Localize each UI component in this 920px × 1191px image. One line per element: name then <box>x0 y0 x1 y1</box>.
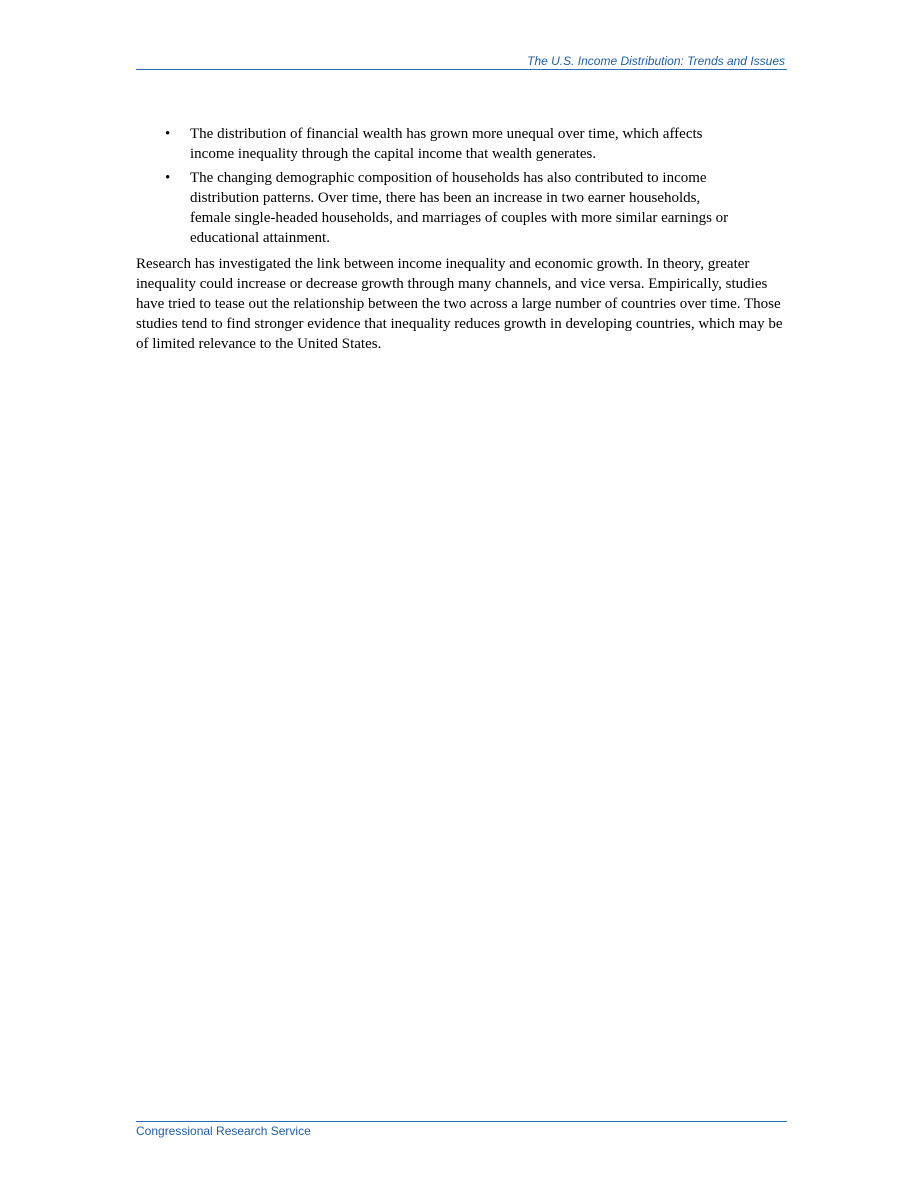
bullet-icon: • <box>165 170 171 186</box>
document-body <box>136 124 796 354</box>
bullet-list <box>136 124 796 248</box>
bullet-icon: • <box>165 126 171 142</box>
bullet-text: The distribution of financial wealth has grown more unequal over time, which affects income inequality through the capital income that wealth generates. <box>190 126 703 162</box>
running-title: The U.S. Income Distribution: Trends and Issues <box>527 54 785 68</box>
list-item <box>136 168 730 248</box>
list-item <box>136 124 730 164</box>
bullet-text: The changing demographic composition of households has also contributed to income distribution patterns. Over time, there has been an increase in two earner households, female single-headed households, and marriages of couples with more similar earnings or educational attainment. <box>190 170 729 246</box>
footer-organization: Congressional Research Service <box>136 1124 311 1138</box>
page-footer <box>136 1121 787 1138</box>
body-paragraph: Research has investigated the link between income inequality and economic growth. In theory, greater inequality could increase or decrease growth through many channels, and vice versa. Empirically, studies have tried to tease out the relationship between the two across a large number of countries over time. Those studies tend to find stronger evidence that inequality reduces growth in developing countries, which may be of limited relevance to the United States. <box>136 256 783 352</box>
page-header <box>136 54 787 70</box>
